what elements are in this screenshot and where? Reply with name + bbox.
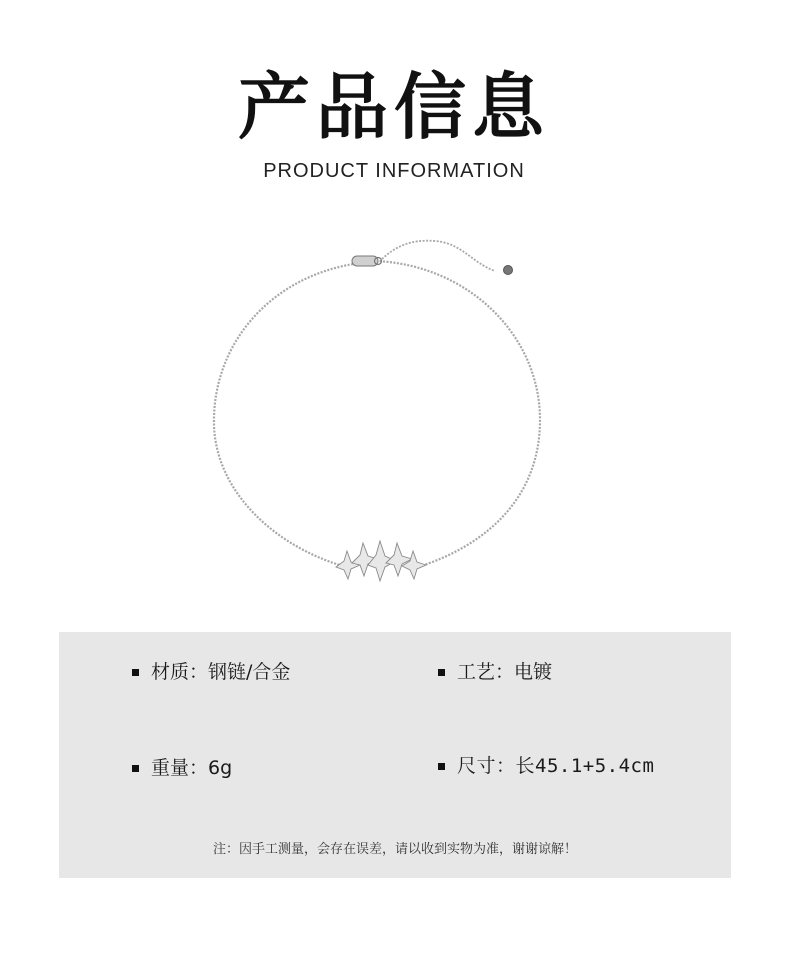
spec-material-text: 材质：钢链/合金 (151, 661, 291, 683)
measurement-note: 注：因手工测量，会存在误差，请以收到实物为准，谢谢谅解！ (212, 842, 577, 857)
spec-craft-text: 工艺：电镀 (457, 661, 553, 683)
star-pendant (336, 541, 426, 581)
page-title: 产品信息 (237, 65, 550, 149)
necklace-chain (214, 263, 360, 568)
bullet-icon (132, 669, 139, 676)
spec-size-text: 尺寸：长45.1+5.4cm (457, 755, 655, 777)
extender-charm (504, 266, 513, 275)
bullet-icon (132, 765, 139, 772)
bullet-icon (438, 763, 445, 770)
spec-size (438, 754, 654, 778)
spec-craft (438, 660, 552, 684)
lobster-clasp (352, 256, 382, 266)
extender-chain (382, 241, 495, 271)
spec-material (132, 660, 290, 684)
necklace-chain-right (376, 261, 540, 568)
spec-weight (132, 756, 232, 780)
bullet-icon (438, 669, 445, 676)
spec-weight-text: 重量：6g (151, 757, 233, 779)
necklace-image (200, 225, 560, 595)
page-subtitle: PRODUCT INFORMATION (263, 160, 525, 182)
